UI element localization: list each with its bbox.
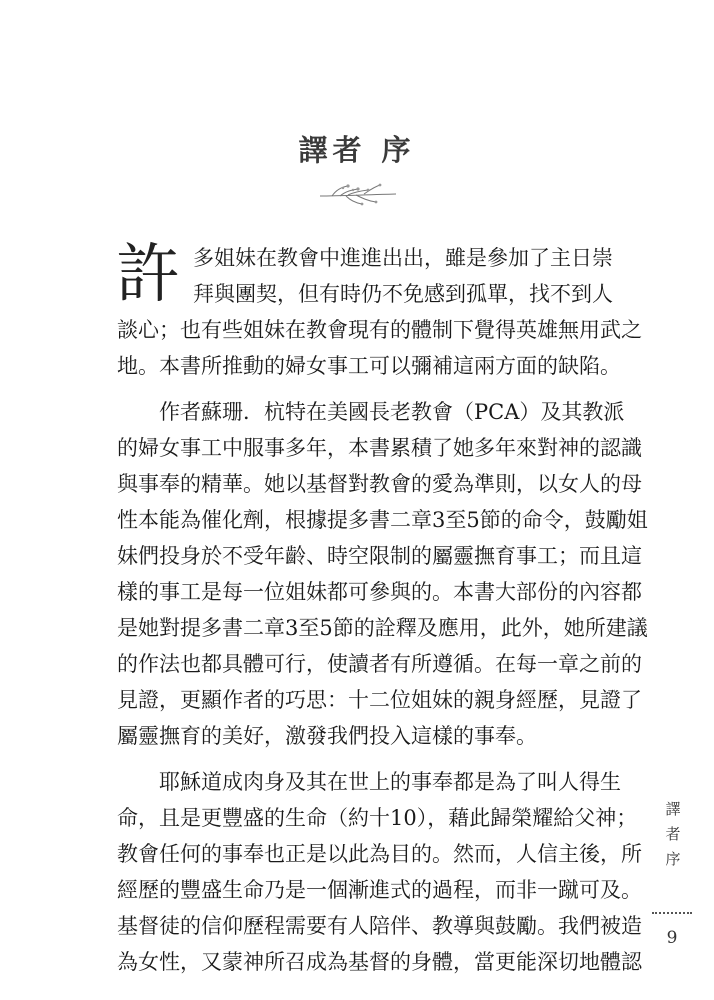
text-line: 地。本書所推動的婦女事工可以彌補這兩方面的缺陷。 — [117, 354, 621, 378]
text-line: 經歷的豐盛生命乃是一個漸進式的過程，而非一蹴可及。 — [117, 878, 642, 902]
text-line: 見證，更顯作者的巧思：十二位姐妹的親身經歷，見證了 — [117, 688, 642, 712]
running-header-vertical — [661, 797, 685, 872]
paragraph-2 — [117, 394, 648, 754]
text-line: 為女性，又蒙神所召成為基督的身體，當更能深切地體認 — [117, 950, 642, 974]
running-header-char: 者 — [665, 825, 681, 843]
running-header-char: 譯 — [665, 800, 681, 818]
text-line: 作者蘇珊．杭特在美國長老教會（PCA）及其教派 — [159, 400, 625, 424]
text-line: 基督徒的信仰歷程需要有人陪伴、教導與鼓勵。我們被造 — [117, 914, 642, 938]
text-line: 屬靈撫育的美好，激發我們投入這樣的事奉。 — [117, 724, 537, 748]
page-number: 9 — [666, 928, 678, 948]
drop-cap: 許 — [116, 238, 180, 312]
text-line: 教會任何的事奉也正是以此為目的。然而，人信主後，所 — [117, 842, 642, 866]
text-line: 耶穌道成肉身及其在世上的事奉都是為了叫人得生 — [159, 770, 621, 794]
text-line: 命，且是更豐盛的生命（約十10），藉此歸榮耀給父神； — [117, 806, 638, 830]
running-header-char: 序 — [665, 850, 681, 868]
branch-ornament-icon — [318, 178, 398, 208]
text-line: 與事奉的精華。她以基督對教會的愛為準則，以女人的母 — [117, 472, 642, 496]
text-line: 樣的事工是每一位姐妹都可參與的。本書大部份的內容都 — [117, 580, 642, 604]
body-text — [116, 238, 648, 980]
dotted-divider — [652, 912, 692, 914]
paragraph-3 — [117, 764, 642, 980]
paragraph-1 — [116, 238, 642, 384]
text-line: 性本能為催化劑，根據提多書二章3至5節的命令，鼓勵姐 — [117, 508, 648, 532]
text-line: 多姐妹在教會中進進出出，雖是參加了主日崇 — [193, 246, 613, 270]
text-line: 妹們投身於不受年齡、時空限制的屬靈撫育事工；而且這 — [117, 544, 642, 568]
text-line: 是她對提多書二章3至5節的詮釋及應用，此外，她所建議 — [117, 616, 648, 640]
text-line: 的婦女事工中服事多年，本書累積了她多年來對神的認識 — [117, 436, 642, 460]
page-title: 譯者 序 — [298, 133, 416, 167]
text-line: 談心；也有些姐妹在教會現有的體制下覺得英雄無用武之 — [117, 318, 642, 342]
text-line: 的作法也都具體可行，使讀者有所遵循。在每一章之前的 — [117, 652, 642, 676]
text-line: 拜與團契，但有時仍不免感到孤單，找不到人 — [193, 282, 613, 306]
